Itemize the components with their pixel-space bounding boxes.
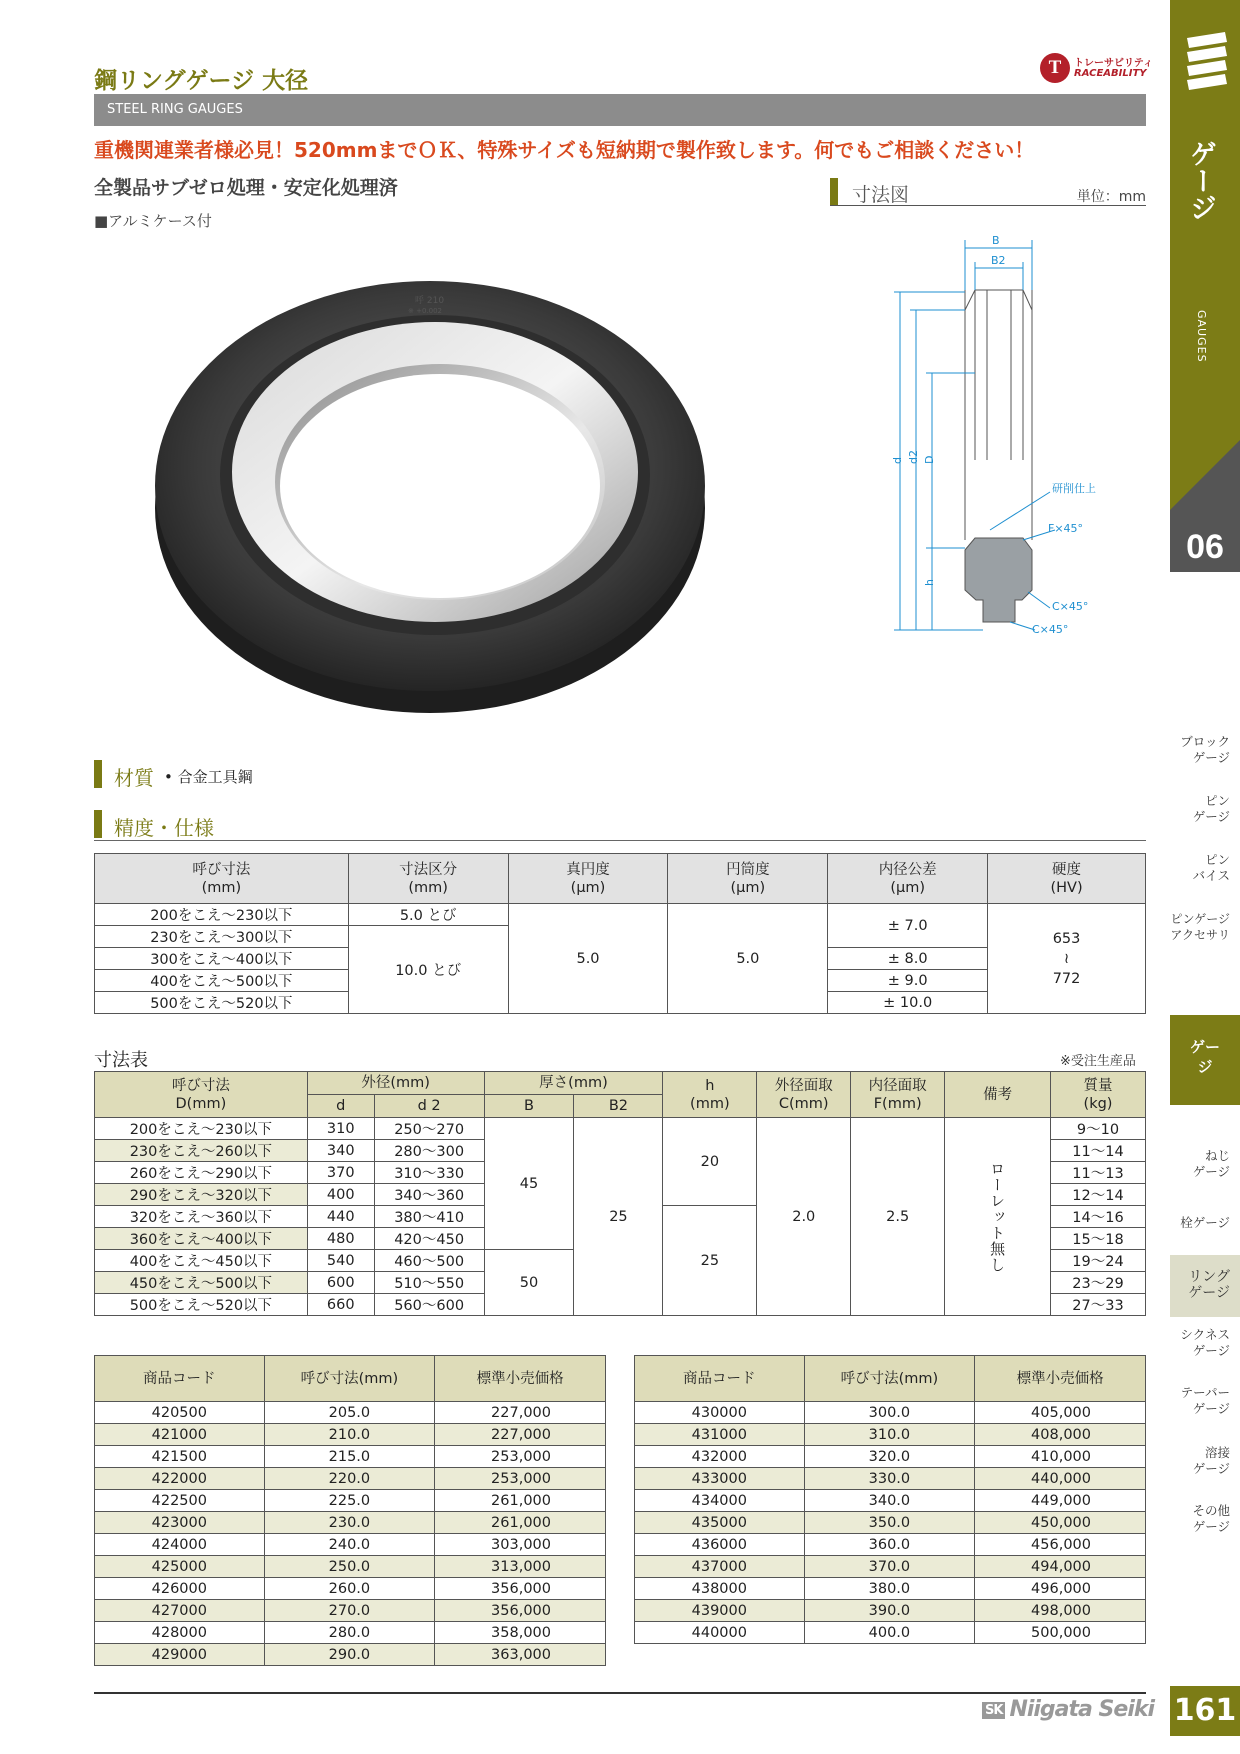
price-nominal: 230.0 [264, 1512, 435, 1534]
price-code: 422500 [95, 1490, 265, 1512]
spec-header: 円筒度 (μm) [668, 854, 828, 904]
dim-label-D: D [923, 455, 936, 464]
price-code: 434000 [635, 1490, 805, 1512]
dim-cell-mass: 12～14 [1051, 1184, 1146, 1206]
dimension-table [94, 1071, 1146, 1316]
dim-cell-d2: 250～270 [374, 1118, 484, 1140]
spec-cell: ± 9.0 [828, 970, 988, 992]
price-table-right [634, 1355, 1146, 1644]
price-row [95, 1446, 606, 1468]
dim-cell-nominal: 360をこえ～400以下 [95, 1228, 308, 1250]
spec-header: 硬度 (HV) [988, 854, 1146, 904]
price-value: 313,000 [435, 1556, 606, 1578]
dim-header-mass: 質量 (kg) [1051, 1072, 1146, 1118]
price-code: 440000 [635, 1622, 805, 1644]
side-nav-label: その他 ゲージ [1192, 1503, 1230, 1534]
price-row [95, 1468, 606, 1490]
price-code: 421500 [95, 1446, 265, 1468]
dim-cell-mass: 15～18 [1051, 1228, 1146, 1250]
price-row [95, 1534, 606, 1556]
material-label: 材質 [114, 766, 154, 790]
feature-text: 全製品サブゼロ処理・安定化処理済 [94, 177, 398, 199]
price-row [95, 1578, 606, 1600]
dim-cell-d: 370 [307, 1162, 374, 1184]
dim-cell-mass: 19～24 [1051, 1250, 1146, 1272]
dim-header-B2: B2 [574, 1095, 663, 1118]
remark-text: ローレット無し [988, 1160, 1007, 1273]
price-value: 356,000 [435, 1600, 606, 1622]
dim-header-d2: d 2 [374, 1095, 484, 1118]
spec-cell: 230をこえ～300以下 [95, 926, 349, 948]
side-nav-pin-accessory[interactable] [1170, 911, 1240, 943]
dim-cell-h: 20 [663, 1118, 757, 1206]
price-nominal: 240.0 [264, 1534, 435, 1556]
dim-cell-d2: 460～500 [374, 1250, 484, 1272]
side-nav-pin-gauge[interactable] [1170, 793, 1240, 825]
spec-cell: 500をこえ～520以下 [95, 992, 349, 1014]
price-row [635, 1578, 1146, 1600]
price-code: 428000 [95, 1622, 265, 1644]
price-value: 498,000 [975, 1600, 1146, 1622]
dim-cell-nominal: 260をこえ～290以下 [95, 1162, 308, 1184]
spec-divider [94, 840, 1146, 841]
dim-cell-d2: 510～550 [374, 1272, 484, 1294]
price-code: 433000 [635, 1468, 805, 1490]
price-row [95, 1600, 606, 1622]
price-code: 423000 [95, 1512, 265, 1534]
spec-header: 真円度 (μm) [508, 854, 668, 904]
spec-cell: 10.0 とび [348, 926, 508, 1014]
price-value: 227,000 [435, 1402, 606, 1424]
price-row [635, 1556, 1146, 1578]
spec-header: 呼び寸法 (mm) [95, 854, 349, 904]
price-row [95, 1644, 606, 1666]
price-nominal: 320.0 [804, 1446, 975, 1468]
price-row [95, 1512, 606, 1534]
side-nav-label: ねじ ゲージ [1192, 1148, 1230, 1179]
side-nav-taper-gauge[interactable] [1170, 1385, 1240, 1417]
price-nominal: 300.0 [804, 1402, 975, 1424]
price-value: 440,000 [975, 1468, 1146, 1490]
side-nav-thickness-gauge[interactable] [1170, 1327, 1240, 1359]
dim-cell-nominal: 200をこえ～230以下 [95, 1118, 308, 1140]
side-nav-label: ゲー ジ [1189, 1038, 1220, 1076]
dim-cell-nominal: 450をこえ～500以下 [95, 1272, 308, 1294]
brand-mark-icon: SK [982, 1702, 1005, 1719]
price-value: 410,000 [975, 1446, 1146, 1468]
side-nav-block-gauge[interactable] [1170, 734, 1240, 766]
spec-section [94, 810, 494, 838]
dim-label-d2: d2 [907, 450, 920, 464]
dimension-drawing [880, 230, 1140, 650]
side-nav-label: ブロック ゲージ [1180, 734, 1230, 765]
dim-cell-d: 310 [307, 1118, 374, 1140]
english-subtitle-bar: STEEL RING GAUGES [94, 94, 1146, 126]
price-value: 227,000 [435, 1424, 606, 1446]
dimension-table-title: 寸法表 [94, 1050, 148, 1071]
price-value: 456,000 [975, 1534, 1146, 1556]
spec-cell: 5.0 とび [348, 904, 508, 926]
dim-cell-mass: 14～16 [1051, 1206, 1146, 1228]
dim-cell-d2: 280～300 [374, 1140, 484, 1162]
price-code: 437000 [635, 1556, 805, 1578]
price-nominal: 400.0 [804, 1622, 975, 1644]
price-nominal: 290.0 [264, 1644, 435, 1666]
dim-label-F: F×45° [1048, 522, 1084, 535]
price-nominal: 220.0 [264, 1468, 435, 1490]
dim-header-thickness: 厚さ(mm) [484, 1072, 663, 1095]
price-value: 496,000 [975, 1578, 1146, 1600]
side-section-title: ゲージ [1185, 140, 1216, 221]
side-nav-pin-vise[interactable] [1170, 852, 1240, 884]
side-nav-welding-gauge[interactable] [1170, 1445, 1240, 1477]
dim-cell-B: 45 [484, 1118, 574, 1250]
dim-label-d: d [891, 457, 904, 464]
dim-cell-remark [945, 1118, 1051, 1316]
spec-cell: 200をこえ～230以下 [95, 904, 349, 926]
traceability-t-icon: T [1040, 53, 1070, 83]
spec-header: 内径公差 (μm) [828, 854, 988, 904]
spec-cell: 300をこえ～400以下 [95, 948, 349, 970]
side-nav-other-gauge[interactable] [1170, 1503, 1240, 1535]
dim-cell-d: 340 [307, 1140, 374, 1162]
price-value: 253,000 [435, 1446, 606, 1468]
price-nominal: 390.0 [804, 1600, 975, 1622]
dim-cell-mass: 27～33 [1051, 1294, 1146, 1316]
price-nominal: 310.0 [804, 1424, 975, 1446]
spec-cell: ± 8.0 [828, 948, 988, 970]
dim-cell-d2: 560～600 [374, 1294, 484, 1316]
price-code: 420500 [95, 1402, 265, 1424]
engraving-tolerance: ※ +0.002 [408, 307, 442, 315]
dim-cell-d2: 420～450 [374, 1228, 484, 1250]
dim-cell-nominal: 320をこえ～360以下 [95, 1206, 308, 1228]
dim-cell-mass: 23～29 [1051, 1272, 1146, 1294]
dim-header-remark: 備考 [945, 1072, 1051, 1118]
price-value: 494,000 [975, 1556, 1146, 1578]
price-code: 432000 [635, 1446, 805, 1468]
spec-cell: 400をこえ～500以下 [95, 970, 349, 992]
price-nominal: 250.0 [264, 1556, 435, 1578]
spec-label: 精度・仕様 [114, 816, 214, 840]
dim-cell-nominal: 230をこえ～260以下 [95, 1140, 308, 1162]
price-code: 436000 [635, 1534, 805, 1556]
dimension-diagram-title: 寸法図 [852, 184, 910, 206]
dimension-diagram-header [830, 178, 1146, 206]
price-nominal: 340.0 [804, 1490, 975, 1512]
price-value: 408,000 [975, 1424, 1146, 1446]
price-header: 標準小売価格 [975, 1356, 1146, 1402]
spec-cell-hardness [988, 904, 1146, 1014]
price-code: 439000 [635, 1600, 805, 1622]
price-value: 405,000 [975, 1402, 1146, 1424]
side-nav-label: ピン ゲージ [1192, 793, 1230, 824]
dim-label-h: h [923, 579, 936, 586]
price-nominal: 280.0 [264, 1622, 435, 1644]
price-header: 呼び寸法(mm) [804, 1356, 975, 1402]
spec-cell: ± 7.0 [828, 904, 988, 948]
price-row [635, 1490, 1146, 1512]
price-nominal: 205.0 [264, 1402, 435, 1424]
brand-name: Niigata Seiki [1009, 1697, 1155, 1722]
price-row [95, 1622, 606, 1644]
dim-header-F: 内径面取 F(mm) [851, 1072, 945, 1118]
dim-cell-nominal: 290をこえ～320以下 [95, 1184, 308, 1206]
side-nav-label: テーパー ゲージ [1180, 1385, 1230, 1416]
unit-label: 単位：mm [1076, 189, 1146, 205]
dim-header-outer: 外径(mm) [307, 1072, 484, 1095]
side-nav-label: シクネス ゲージ [1180, 1327, 1230, 1358]
side-nav-label: リング ゲージ [1188, 1269, 1230, 1301]
traceability-logo [1040, 50, 1153, 86]
dim-cell-F: 2.5 [851, 1118, 945, 1316]
price-code: 424000 [95, 1534, 265, 1556]
engraving-text: 呼 210 [415, 296, 445, 306]
dim-cell-d2: 310～330 [374, 1162, 484, 1184]
made-to-order-note: ※受注生産品 [1060, 1054, 1136, 1069]
dim-cell-d2: 380～410 [374, 1206, 484, 1228]
hardness-mid: ≀ [1063, 950, 1070, 967]
dim-cell-h: 25 [663, 1206, 757, 1316]
price-nominal: 330.0 [804, 1468, 975, 1490]
price-nominal: 350.0 [804, 1512, 975, 1534]
price-value: 253,000 [435, 1468, 606, 1490]
price-row [635, 1600, 1146, 1622]
price-nominal: 215.0 [264, 1446, 435, 1468]
side-nav-label: ピン バイス [1192, 852, 1230, 883]
price-value: 261,000 [435, 1490, 606, 1512]
side-nav-plug-gauge[interactable] [1170, 1215, 1240, 1231]
price-nominal: 370.0 [804, 1556, 975, 1578]
dim-cell-nominal: 500をこえ～520以下 [95, 1294, 308, 1316]
side-nav-label: ピンゲージ アクセサリ [1170, 912, 1230, 942]
dim-cell-d: 600 [307, 1272, 374, 1294]
dim-cell-d: 440 [307, 1206, 374, 1228]
dim-cell-d: 660 [307, 1294, 374, 1316]
price-code: 435000 [635, 1512, 805, 1534]
price-value: 363,000 [435, 1644, 606, 1666]
dim-header-nominal: 呼び寸法 D(mm) [95, 1072, 308, 1118]
side-section-en: GAUGES [1195, 310, 1208, 363]
brand-logo [982, 1697, 1154, 1722]
price-nominal: 225.0 [264, 1490, 435, 1512]
price-row [635, 1622, 1146, 1644]
price-nominal: 380.0 [804, 1578, 975, 1600]
side-nav-label: 溶接 ゲージ [1192, 1445, 1230, 1476]
price-code: 422000 [95, 1468, 265, 1490]
dim-cell-d: 480 [307, 1228, 374, 1250]
price-row [635, 1468, 1146, 1490]
price-header: 標準小売価格 [435, 1356, 606, 1402]
dim-label-C1: C×45° [1052, 600, 1089, 613]
side-nav-ring-gauge[interactable] [1170, 1255, 1240, 1317]
price-code: 427000 [95, 1600, 265, 1622]
price-table-left [94, 1355, 606, 1666]
catchphrase: 重機関連業者様必見！520mmまでＯＫ、特殊サイズも短納期で製作致します。何でもご相談ください！ [94, 138, 1035, 162]
price-code: 421000 [95, 1424, 265, 1446]
material-section [94, 760, 594, 788]
dim-cell-mass: 11～13 [1051, 1162, 1146, 1184]
price-row [635, 1446, 1146, 1468]
dim-cell-B2: 25 [574, 1118, 663, 1316]
dim-cell-mass: 9～10 [1051, 1118, 1146, 1140]
price-value: 450,000 [975, 1512, 1146, 1534]
price-header: 商品コード [635, 1356, 805, 1402]
price-nominal: 360.0 [804, 1534, 975, 1556]
dim-cell-d: 400 [307, 1184, 374, 1206]
price-row [635, 1534, 1146, 1556]
dim-label-B2: B2 [991, 254, 1006, 267]
dim-cell-C: 2.0 [757, 1118, 851, 1316]
dim-cell-nominal: 400をこえ～450以下 [95, 1250, 308, 1272]
spec-cell: 5.0 [508, 904, 668, 1014]
material-value: • 合金工具鋼 [164, 768, 253, 786]
price-value: 358,000 [435, 1622, 606, 1644]
dim-cell-mass: 11～14 [1051, 1140, 1146, 1162]
dim-header-B: B [484, 1095, 574, 1118]
dim-label-ground: 研削仕上 [1052, 482, 1096, 495]
price-code: 426000 [95, 1578, 265, 1600]
dim-header-d: d [307, 1095, 374, 1118]
price-code: 438000 [635, 1578, 805, 1600]
price-row [635, 1512, 1146, 1534]
side-nav-label: 栓ゲージ [1180, 1215, 1230, 1230]
price-row [95, 1556, 606, 1578]
accessory-text: ■アルミケース付 [94, 212, 212, 230]
page-title: 鋼リングゲージ 大径 [94, 68, 309, 94]
dim-cell-d2: 340～360 [374, 1184, 484, 1206]
hardness-bottom: 772 [1052, 970, 1081, 987]
dim-cell-B: 50 [484, 1250, 574, 1316]
spec-cell: 5.0 [668, 904, 828, 1014]
traceability-label-jp: トレーサビリティ [1074, 58, 1153, 69]
dim-label-B: B [992, 234, 1000, 247]
price-row [95, 1490, 606, 1512]
side-corner-shape [1170, 440, 1240, 522]
hardness-top: 653 [1052, 930, 1081, 947]
traceability-label-en: RACEABILITY [1074, 68, 1147, 79]
price-code: 429000 [95, 1644, 265, 1666]
price-code: 425000 [95, 1556, 265, 1578]
price-row [635, 1424, 1146, 1446]
dim-header-h: h (mm) [663, 1072, 757, 1118]
spec-header: 寸法区分 (mm) [348, 854, 508, 904]
page-number: 161 [1170, 1686, 1240, 1736]
price-row [95, 1402, 606, 1424]
spec-cell: ± 10.0 [828, 992, 988, 1014]
spec-table [94, 853, 1146, 1014]
dim-header-C: 外径面取 C(mm) [757, 1072, 851, 1118]
price-nominal: 270.0 [264, 1600, 435, 1622]
price-row [635, 1402, 1146, 1424]
gauge-blocks-icon [1183, 32, 1231, 94]
dim-cell-d: 540 [307, 1250, 374, 1272]
dim-label-C2: C×45° [1032, 623, 1069, 636]
price-value: 500,000 [975, 1622, 1146, 1644]
price-nominal: 260.0 [264, 1578, 435, 1600]
price-value: 449,000 [975, 1490, 1146, 1512]
price-row [95, 1424, 606, 1446]
side-nav-screw-gauge[interactable] [1170, 1148, 1240, 1180]
price-code: 430000 [635, 1402, 805, 1424]
price-header: 商品コード [95, 1356, 265, 1402]
section-number: 06 [1170, 522, 1240, 572]
price-nominal: 210.0 [264, 1424, 435, 1446]
price-value: 303,000 [435, 1534, 606, 1556]
price-value: 356,000 [435, 1578, 606, 1600]
price-value: 261,000 [435, 1512, 606, 1534]
price-header: 呼び寸法(mm) [264, 1356, 435, 1402]
ring-gauge-photo [140, 250, 720, 730]
side-nav-gauge-current[interactable] [1170, 1015, 1240, 1105]
footer-rule [94, 1692, 1146, 1694]
price-code: 431000 [635, 1424, 805, 1446]
